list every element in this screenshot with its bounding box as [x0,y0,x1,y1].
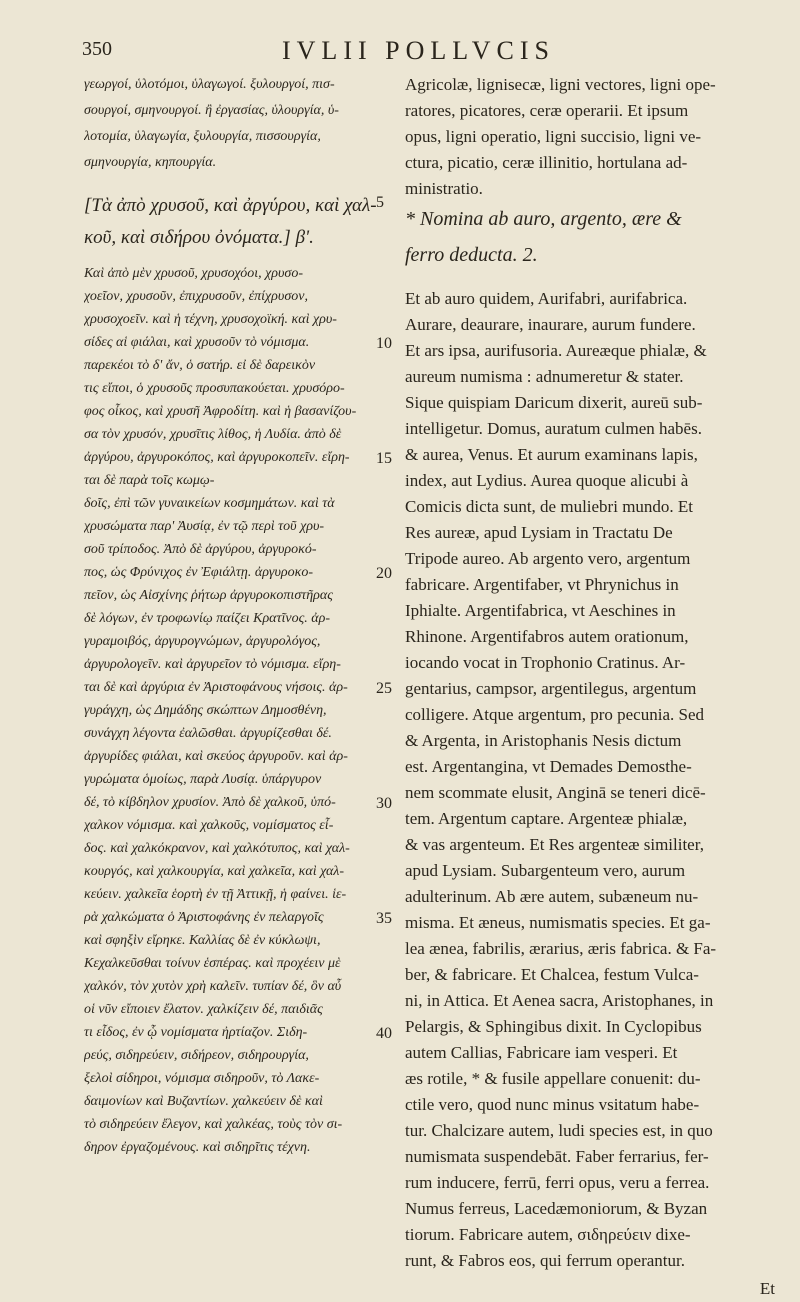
greek-line: καὶ σφηξὶν εἴρηκε. Καλλίας δὲ ἐν κύκλωψι, [84,933,321,948]
latin-line: tem. Argentum captare. Argenteæ phialæ, [405,809,688,828]
greek-line: πεῖον, ὡς Αἰσχίνης ῥήτωρ ἀργυροκοπιστῆρας [84,588,333,603]
greek-line: τις εἴποι, ὁ χρυσοῦς προσυπακούεται. χρυσόρο- [84,381,345,396]
latin-line: ratores, picatores, ceræ operarii. Et ipsum [405,101,689,120]
greek-section-heading: [Τὰ ἀπὸ χρυσοῦ, καὶ ἀργύρου, καὶ χαλ- [84,195,377,216]
greek-line: Καὶ ἀπὸ μὲν χρυσοῦ, χρυσοχόοι, χρυσο- [84,266,303,281]
latin-line: ni, in Attica. Et Aenea sacra, Aristophanes, in [405,991,714,1010]
greek-line: λοτομία, ὑλαγωγία, ξυλουργία, πισσουργία, [84,129,321,144]
greek-line: Κεχαλκεῦσθαι τοίνυν ἑσπέρας. καὶ προχέειν μὲ [84,956,341,971]
line-number: 25 [376,680,392,697]
latin-section-heading: * Nomina ab auro, argento, ære & [405,208,682,230]
greek-line: σα τὸν χρυσόν, χρυσῖτις λίθος, ἡ Λυδία. ἀπὸ δὲ [84,427,342,442]
line-number: 5 [376,194,384,211]
latin-line: colligere. Atque argentum, pro pecunia. Sed [405,705,704,724]
line-number: 15 [376,450,392,467]
greek-line: ρὰ χαλκώματα ὁ Ἀριστοφάνης ἐν πελαργοῖς [84,910,324,925]
greek-line: σμηνουργία, κηπουργία. [84,155,217,170]
latin-line: rum inducere, ferrū, ferri opus, veru a ferrea. [405,1173,710,1192]
greek-line: φος οἶκος, καὶ χρυσῆ Ἀφροδίτη. καὶ ἡ βασανίζου- [84,404,357,419]
greek-line: σίδες αἱ φιάλαι, καὶ χρυσοῦν τὸ νόμισμα. [84,335,310,350]
latin-line: tur. Chalcizare autem, ludi species est, in quo [405,1121,713,1140]
latin-line: index, aut Lydius. Aurea quoque alicubi à [405,471,689,490]
latin-line: aureum numisma : adnumeretur & stater. [405,367,684,386]
greek-line: γυράγχη, ὡς Δημάδης σκώπτων Δημοσθένη, [84,703,327,718]
greek-line: δὲ λόγων, ἐν τροφωνίῳ παίζει Κρατῖνος. ἀρ- [84,611,331,626]
greek-section-heading: κοῦ, καὶ σιδήρου ὀνόματα.] β'. [84,227,314,248]
latin-line: ministratio. [405,179,483,198]
latin-line: fabricare. Argentifaber, vt Phrynichus in [405,575,679,594]
latin-line: autem Callias, Fabricare iam vesperi. Et [405,1043,678,1062]
latin-line: Aurare, deaurare, inaurare, aurum fundere. [405,315,696,334]
greek-line: κουργός, καὶ χαλκουργία, καὶ χαλκεῖα, καὶ χαλ- [84,864,345,879]
greek-line: σοῦ τρίποδος. Ἀπὸ δὲ ἀργύρου, ἀργυροκό- [84,542,317,557]
greek-line: σουργοί, σμηνουργοί. ἢ ἐργασίας, ὑλουργία, ὑ- [84,103,339,118]
latin-line: Tripode aureo. Ab argento vero, argentum [405,549,691,568]
greek-line: δος. καὶ χαλκόκρανον, καὶ χαλκότυπος, καὶ χαλ- [84,841,350,856]
latin-line: Et ab auro quidem, Aurifabri, aurifabrica. [405,289,688,308]
latin-line: Res aureæ, apud Lysiam in Tractatu De [405,523,673,542]
latin-line: opus, ligni operatio, ligni succisio, ligni ve- [405,127,702,146]
greek-line: χαλκον νόμισμα. καὶ χαλκοῦς, νομίσματος εἶ- [84,818,334,833]
latin-line: Agricolæ, lignisecæ, ligni vectores, ligni ope- [405,75,716,94]
latin-line: & Argenta, in Aristophanis Nesis dictum [405,731,682,750]
line-number: 10 [376,335,392,352]
greek-line: ρεύς, σιδηρεύειν, σιδήρεον, σιδηρουργία, [84,1048,309,1063]
latin-line: apud Lysiam. Subargenteum vero, aurum [405,861,686,880]
latin-line: & vas argenteum. Et Res argenteæ similiter, [405,835,704,854]
latin-section-heading: ferro deducta. 2. [405,244,538,266]
line-number: 40 [376,1025,392,1042]
latin-line: iocando vocat in Trophonio Cratinus. Ar- [405,653,686,672]
greek-line: χοεῖον, χρυσοῦν, ἐπιχρυσοῦν, ἐπίχρυσον, [84,289,308,304]
greek-line: ται δὲ παρὰ τοῖς κωμῳ- [84,473,215,488]
greek-line: ται δὲ καὶ ἀργύρια ἐν Ἀριστοφάνους νήσοις. ἀρ- [84,680,348,695]
latin-line: Et ars ipsa, aurifusoria. Aureæque phialæ, & [405,341,707,360]
latin-line: est. Argentangina, vt Demades Demosthe- [405,757,692,776]
greek-line: χαλκόν, τὸν χυτὸν χρὴ καλεῖν. τυπίαν δέ, ὃν αὖ [84,979,342,994]
latin-line: Numus ferreus, Lacedæmoniorum, & Byzan [405,1199,708,1218]
latin-line: Iphialte. Argentifabrica, vt Aeschines in [405,601,676,620]
latin-line: ctura, picatio, ceræ illinitio, hortulana ad- [405,153,688,172]
greek-line: δαιμονίων καὶ Βυζαντίων. χαλκεύειν δὲ καὶ [84,1094,323,1109]
greek-line: δοῖς, ἐπὶ τῶν γυναικείων κοσμημάτων. καὶ τὰ [84,496,335,511]
greek-line: πος, ὡς Φρύνιχος ἐν Ἐφιάλτῃ. ἀργυροκο- [84,565,313,580]
latin-line: lea ænea, fabrilis, ærarius, æris fabrica. & Fa- [405,939,717,958]
line-number: 35 [376,910,392,927]
greek-line: χρυσοχοεῖν. καὶ ἡ τέχνη, χρυσοχοϊκή. καὶ χρυ- [84,312,337,327]
page-header [0,38,800,68]
greek-line: ξελοὶ σίδηροι, νόμισμα σιδηροῦν, τὸ Λακε- [84,1071,320,1086]
latin-line: adulterinum. Ab ære autem, subæneum nu- [405,887,699,906]
latin-line: numismata suspendebāt. Faber ferrarius, fer- [405,1147,709,1166]
latin-line: misma. Et æneus, numismatis species. Et ga- [405,913,711,932]
page-number: 350 [82,38,112,60]
latin-line: & aurea, Venus. Et aurum examinans lapis, [405,445,698,464]
greek-line: δέ, τὸ κίβδηλον χρυσίον. Ἀπὸ δὲ χαλκοῦ, ὑπό- [84,795,336,810]
latin-line: nem scommate elusit, Anginā se teneri dicē- [405,783,706,802]
greek-line: παρεκέοι τὸ δ' ἄν, ὁ σατήρ. εἰ δὲ δαρεικὸν [84,358,316,373]
greek-line: ἀργυρολογεῖν. καὶ ἀργυρεῖον τὸ νόμισμα. εἴρη- [84,657,341,672]
greek-line: γεωργοί, ὑλοτόμοι, ὑλαγωγοί. ξυλουργοί, πισ- [84,77,335,92]
greek-line: δηρον ἐργαζομένους. καὶ σιδηρῖτις τέχνη. [84,1140,311,1155]
greek-line: ἀργύρου, ἀργυροκόπος, καὶ ἀργυροκοπεῖν. εἴρη- [84,450,350,465]
greek-line: τὸ σιδηρεύειν ἔλεγον, καὶ χαλκέας, τοὺς τὸν σι- [84,1117,343,1132]
greek-line: γυραμοιβός, ἀργυρογνώμων, ἀργυρολόγος, [84,634,321,649]
greek-line: κεύειν. χαλκεῖα ἑορτὴ ἐν τῇ Ἀττικῇ, ἡ φαίνει. ἱε- [84,887,347,902]
greek-line: ἀργυρίδες φιάλαι, καὶ σκεύος ἀργυροῦν. καὶ ἀρ- [84,749,348,764]
latin-line: ber, & fabricare. Et Chalcea, festum Vulca- [405,965,699,984]
line-number: 30 [376,795,392,812]
latin-line: Comicis dicta sunt, de muliebri mundo. Et [405,497,694,516]
latin-line: runt, & Fabros eos, qui ferrum operantur. [405,1251,685,1270]
latin-line: Sique quispiam Daricum dixerit, aureū sub- [405,393,703,412]
latin-line: gentarius, campsor, argentilegus, argentum [405,679,697,698]
latin-line: Et [759,1279,775,1298]
line-number: 20 [376,565,392,582]
greek-line: τι εἶδος, ἐν ᾧ νομίσματα ἠρτίαζον. Σιδη- [84,1025,308,1040]
latin-line: æs rotile, * & fusile appellare conuenit: du- [405,1069,701,1088]
greek-line: χρυσώματα παρ' Ἀυσίᾳ, ἐν τῷ περὶ τοῦ χρυ- [84,519,325,534]
latin-line: tiorum. Fabricare autem, σιδηρεύειν dixe- [405,1225,691,1244]
running-head: IVLII POLLVCIS [282,36,555,65]
latin-line: intelligetur. Domus, auratum culmen habēs. [405,419,702,438]
latin-line: Pelargis, & Sphingibus dixit. In Cyclopibus [405,1017,702,1036]
greek-line: οἱ νῦν εἴποιεν ἔλατον. χαλκίζειν δέ, παιδιᾶς [84,1002,323,1017]
greek-line: συνάγχη λέγοντα ἐαλῶσθαι. ἀργυρίζεσθαι δέ. [84,726,332,741]
latin-line: Rhinone. Argentifabros autem orationum, [405,627,689,646]
greek-line: γυρώματα ὁμοίως, παρὰ Λυσίᾳ. ὑπάργυρον [84,772,322,787]
latin-line: ctile vero, quod nunc minus vsitatum habe- [405,1095,700,1114]
